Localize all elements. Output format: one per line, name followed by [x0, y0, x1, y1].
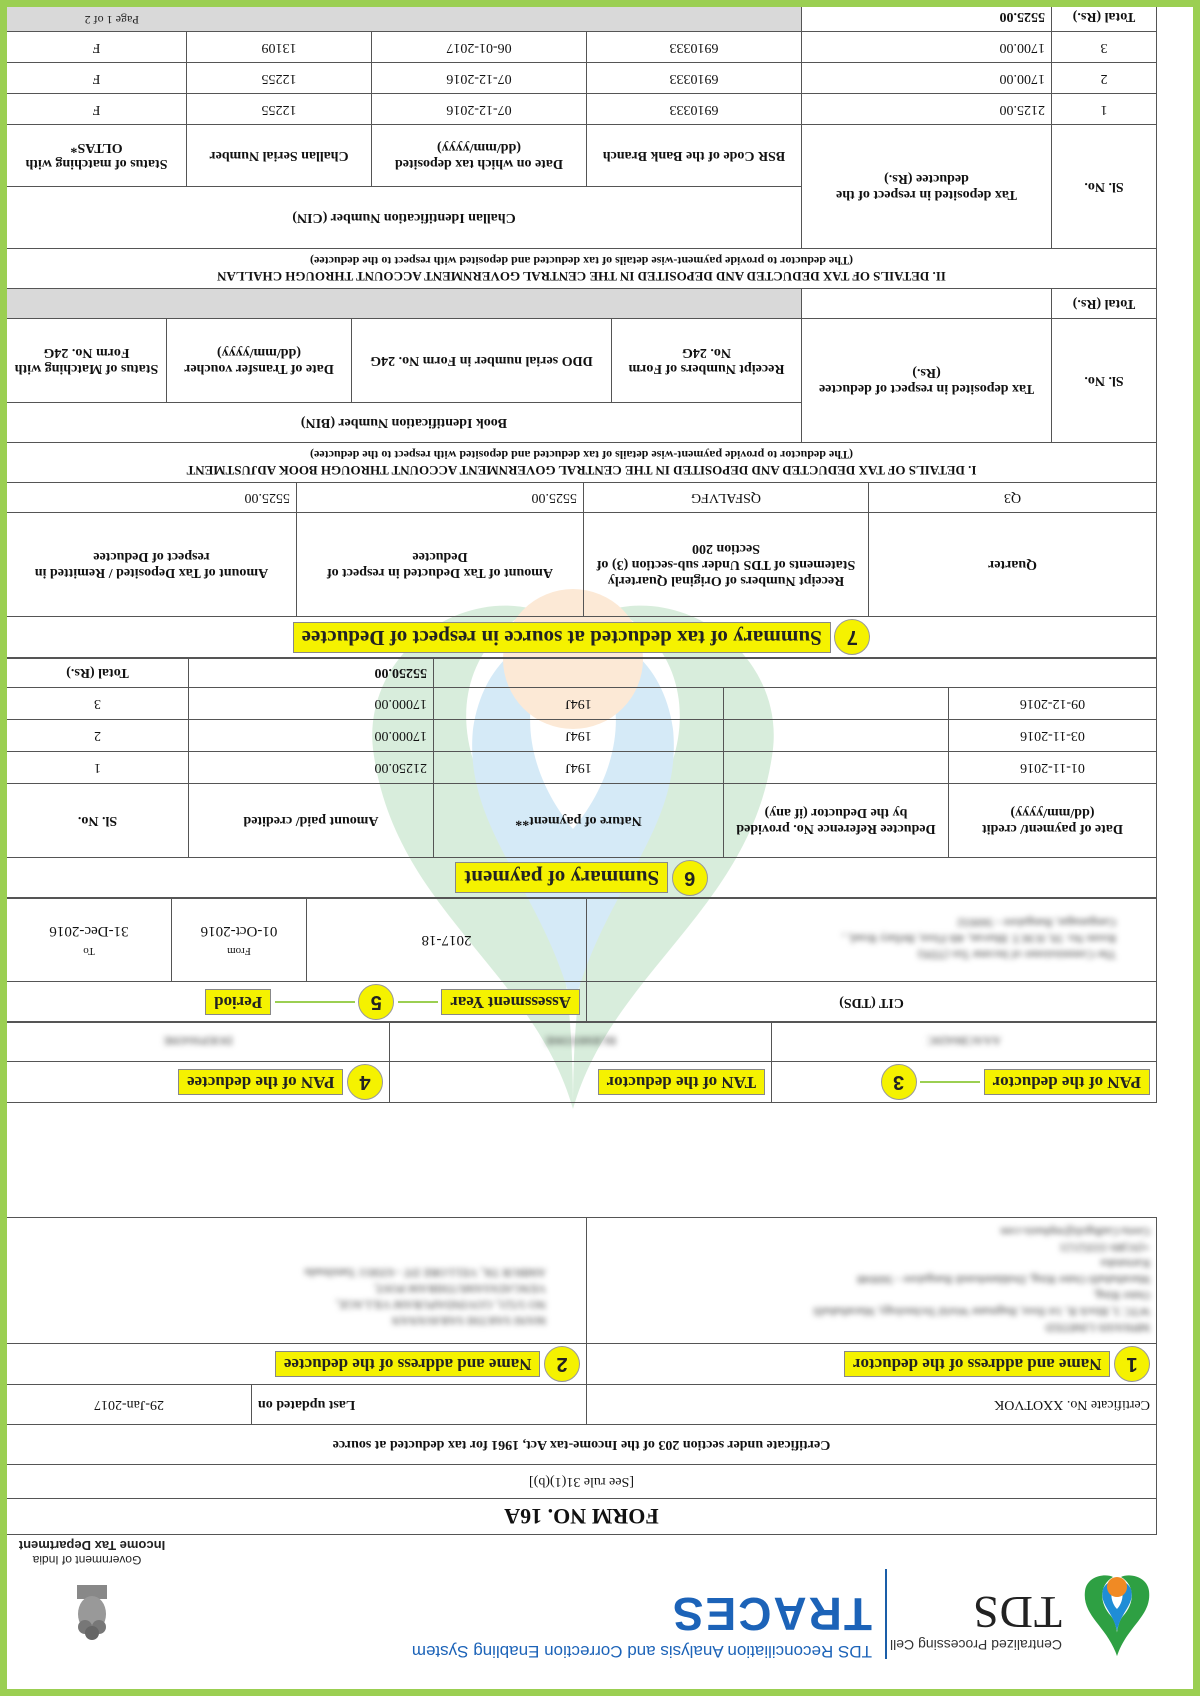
badge-4: 4 — [347, 1064, 383, 1100]
cit-address-line: Room No. 59, H.M.T. Bhavan, 4th Floor, Bellary Road, , — [842, 932, 1116, 947]
annotation-3-left — [772, 1062, 1157, 1103]
pan-tan-table — [7, 1021, 1157, 1103]
certificate-no-label: Certificate No. — [1066, 1397, 1150, 1413]
col-header: Amount paid/ credited — [189, 784, 434, 858]
deductor-address-line: +(91)80-33352121 — [1059, 1241, 1150, 1256]
deductee-pan: DOEPS6439E — [7, 1022, 390, 1062]
col-header: Sl. No. — [1052, 319, 1157, 443]
sl-no: 1 — [7, 752, 189, 784]
table-row — [7, 688, 1157, 720]
challan-total: 5525.00 — [802, 7, 1052, 32]
last-updated-label: Last updated on — [252, 1385, 587, 1425]
book-adjustment-table — [7, 288, 1157, 483]
form-16a-page — [7, 7, 1193, 1689]
assessment-year: 2017-18 — [307, 898, 587, 982]
receipt-number: QSFALVFG — [584, 483, 869, 513]
gov-line2: Income Tax Department — [18, 1538, 166, 1553]
deductee-ref — [724, 720, 949, 752]
tax-deposited: 1700.00 — [802, 32, 1052, 63]
header-divider — [885, 1569, 887, 1659]
traces-subtitle: TDS Reconciliation Analysis and Correction Enabling System — [411, 1642, 872, 1661]
col-header: Status of Matching with Form No. 24G — [7, 319, 167, 403]
badge-1: 1 — [1114, 1346, 1150, 1382]
period-to-cell — [7, 898, 172, 982]
deductor-name-label: Name and address of the deductor — [844, 1351, 1111, 1377]
amount-paid: 17000.00 — [189, 720, 434, 752]
cin-header: Challan Identification Number (CIN) — [7, 187, 802, 249]
deductee-ref — [724, 752, 949, 784]
badge-5: 5 — [358, 984, 394, 1020]
tds-logo-text: TDS — [972, 1587, 1062, 1638]
gov-line1: Government of India — [32, 1553, 142, 1567]
tds-leaf-logo-icon — [1047, 1571, 1157, 1661]
challan-serial: 12255 — [187, 63, 372, 94]
deductor-address-line: Marathahalli Outer Ring, Doddanekundi Bangalore - 560048 — [857, 1273, 1150, 1288]
tds-summary-title: Summary of tax deducted at source in respect of Deductee — [293, 622, 831, 653]
col-header: Sl. No. — [1052, 125, 1157, 249]
sl-no: 1 — [1052, 94, 1157, 125]
col-header: Challan Serial Number — [187, 125, 372, 187]
period-label: Period — [205, 989, 271, 1015]
table-row — [7, 483, 1157, 513]
deductor-pan: AAACB6420C — [772, 1022, 1157, 1062]
cit-address — [587, 898, 1157, 982]
form-rule: [See rule 31(1)(b)] — [7, 1465, 1157, 1499]
annotation-6 — [7, 858, 1157, 899]
form-info-table — [7, 1217, 1157, 1535]
total-label: Total (Rs.) — [1052, 289, 1157, 319]
bsr-code: 6910333 — [587, 32, 802, 63]
form-title: FORM NO. 16A — [7, 1499, 1157, 1535]
deposit-date: 07-12-2016 — [372, 63, 587, 94]
period-from-cell — [172, 898, 307, 982]
challan-serial: 13109 — [187, 32, 372, 63]
last-updated: 29-Jan-2017 — [7, 1385, 252, 1425]
annotation-5 — [7, 982, 587, 1023]
org-name: Centralized Processing Cell — [890, 1637, 1062, 1653]
nature-of-payment: 194J — [434, 720, 724, 752]
col-header: Deductee Reference No. provided by the Deductor (if any) — [724, 784, 949, 858]
amount-paid: 21250.00 — [189, 752, 434, 784]
annotation-7 — [7, 617, 1157, 659]
deductor-address-line: MPHASIS LIMITED — [1045, 1321, 1150, 1336]
period-from: 01-Oct-2016 — [200, 923, 278, 939]
total-spacer — [434, 658, 1157, 688]
deductee-ref — [724, 688, 949, 720]
tds-summary-table — [7, 482, 1157, 659]
grey-filler — [7, 289, 802, 319]
col-header: Tax deposited in respect of the deductee (Rs.) — [802, 125, 1052, 249]
col-header: Tax deposited in respect of deductee (Rs.) — [802, 319, 1052, 443]
sl-no: 3 — [7, 688, 189, 720]
deductor-pan-label: PAN of the deductor — [984, 1069, 1150, 1095]
assessment-year-label: Assessment Year — [441, 989, 580, 1015]
payment-summary-title: Summary of payment — [455, 863, 668, 894]
cit-address-line: The Commissioner of Income Tax (TDS) — [918, 948, 1116, 963]
col-header: Amount of Tax Deposited / Remitted in respect of Deductee — [7, 513, 297, 617]
deductor-tan: BLRM05590E — [390, 1022, 772, 1062]
col-header: Quarter — [869, 513, 1157, 617]
book-total — [802, 289, 1052, 319]
challan-heading — [7, 249, 1157, 289]
tax-deposited: 5525.00 — [7, 483, 297, 513]
bsr-code: 6910333 — [587, 94, 802, 125]
tax-deposited: 2125.00 — [802, 94, 1052, 125]
book-adjustment-title: I. DETAILS OF TAX DEDUCTED AND DEPOSITED IN THE CENTRAL GOVERNMENT ACCOUNT THROUGH BOOK ADJUSTMENT — [186, 463, 977, 478]
badge-7: 7 — [834, 620, 870, 656]
sl-no: 2 — [7, 720, 189, 752]
traces-brand: TRACES — [670, 1588, 872, 1640]
sl-no: 2 — [1052, 63, 1157, 94]
payment-total: 55250.00 — [189, 658, 434, 688]
deposit-date: 06-01-2017 — [372, 32, 587, 63]
tax-deducted: 5525.00 — [297, 483, 584, 513]
col-header: BSR Code of the Bank Branch — [587, 125, 802, 187]
national-emblem-icon — [67, 1579, 117, 1649]
deductor-address-line: Geeta.Gadhgoli@mphasis.com — [1000, 1225, 1150, 1240]
certificate-no: XXOTVOK — [994, 1397, 1064, 1413]
badge-6: 6 — [672, 860, 708, 896]
book-adjustment-heading — [7, 443, 1157, 483]
bsr-code: 6910333 — [587, 63, 802, 94]
payment-summary-table — [7, 657, 1157, 899]
tax-deposited: 1700.00 — [802, 63, 1052, 94]
deductee-address-line: NO 5/521, GOVINDAPURAM VILLAGE, — [335, 1298, 546, 1312]
col-header: Status of matching with OLTAS* — [7, 125, 187, 187]
deductor-tan-label: TAN of the deductor — [598, 1069, 765, 1095]
col-header: Date of payment/ credit (dd/mm/yyyy) — [949, 784, 1157, 858]
deductee-address-line: MANI SAKTHI SARAVANAN — [391, 1314, 546, 1328]
challan-subtitle: (The deductor to provide payment-wise details of tax deducted and deposited with respect to the deductee) — [310, 254, 853, 268]
col-header: DDO serial number in Form No. 24G — [352, 319, 612, 403]
period-to: 31-Dec-2016 — [49, 923, 129, 939]
period-table — [7, 897, 1157, 1023]
col-header: Amount of Tax Deducted in respect of Deductee — [297, 513, 584, 617]
header — [18, 1538, 1157, 1671]
payment-date: 03-11-2016 — [949, 720, 1157, 752]
table-row — [7, 63, 1157, 94]
deposit-date: 07-12-2016 — [372, 94, 587, 125]
connector-line — [920, 1081, 980, 1083]
col-header: Date of Transfer voucher (dd/mm/yyyy) — [167, 319, 352, 403]
table-row — [7, 94, 1157, 125]
cit-address-line: Ganganagar, Bangalore - 560032 — [957, 916, 1116, 931]
table-row — [7, 752, 1157, 784]
table-row — [7, 32, 1157, 63]
deductor-address-line: Karnataka — [1100, 1257, 1150, 1272]
oltas-status: F — [7, 32, 187, 63]
connector-line — [275, 1001, 355, 1003]
bin-header: Book Identification Number (BIN) — [7, 403, 802, 443]
payment-date: 01-11-2016 — [949, 752, 1157, 784]
col-header: Nature of payment** — [434, 784, 724, 858]
challan-title: II. DETAILS OF TAX DEDUCTED AND DEPOSITED IN THE CENTRAL GOVERNMENT ACCOUNT THROUGH CHALLAN — [217, 269, 946, 284]
annotation-3-right — [390, 1062, 772, 1103]
page-number: Page 1 of 2 — [84, 13, 139, 27]
deductee-address-line: VENGATASAMUTHIRAM POST, — [373, 1282, 546, 1296]
cit-label: CIT (TDS) — [587, 982, 1157, 1023]
total-label: Total (Rs.) — [1052, 7, 1157, 32]
deductor-address — [587, 1218, 1157, 1344]
connector-line — [398, 1001, 438, 1003]
col-header: Receipt Numbers of Form No. 24G — [612, 319, 802, 403]
oltas-status: F — [7, 63, 187, 94]
deductee-name-label: Name and address of the deductee — [275, 1351, 541, 1377]
col-header: Sl. No. — [7, 784, 189, 858]
col-header: Date on which tax deposited (dd/mm/yyyy) — [372, 125, 587, 187]
challan-table — [7, 7, 1157, 289]
deductor-address-line: WTC 3, Block B, 1st floor, Bagmane World Technology, Marathahalli — [813, 1305, 1150, 1320]
annotation-1 — [587, 1344, 1157, 1385]
nature-of-payment: 194J — [434, 752, 724, 784]
deductor-address-line: Outer Ring, — [1093, 1289, 1150, 1304]
deductee-address-line: AMBUR TK, VELLORE DT - 635811 Tamilnadu — [304, 1266, 546, 1280]
oltas-status: F — [7, 94, 187, 125]
deductee-pan-label: PAN of the deductee — [178, 1069, 343, 1095]
payment-date: 09-12-2016 — [949, 688, 1157, 720]
challan-serial: 12255 — [187, 94, 372, 125]
nature-of-payment: 194J — [434, 688, 724, 720]
total-label: Total (Rs.) — [7, 658, 189, 688]
period-from-label: From — [227, 945, 251, 957]
amount-paid: 17000.00 — [189, 688, 434, 720]
col-header: Receipt Numbers of Original Quarterly Statements of TDS Under sub-section (3) of Section 200 — [584, 513, 869, 617]
period-to-label: To — [83, 945, 95, 957]
badge-2: 2 — [544, 1346, 580, 1382]
table-row — [7, 720, 1157, 752]
certificate-no-cell — [587, 1385, 1157, 1425]
sl-no: 3 — [1052, 32, 1157, 63]
deductee-address — [7, 1218, 587, 1344]
book-adjustment-subtitle: (The deductor to provide payment-wise details of tax deducted and deposited with respect to the deductee) — [310, 448, 853, 462]
quarter: Q3 — [869, 483, 1157, 513]
annotation-2 — [7, 1344, 587, 1385]
annotation-4 — [7, 1062, 390, 1103]
badge-3: 3 — [881, 1064, 917, 1100]
certificate-desc: Certificate under section 203 of the Income-tax Act, 1961 for tax deducted at source — [7, 1425, 1157, 1465]
